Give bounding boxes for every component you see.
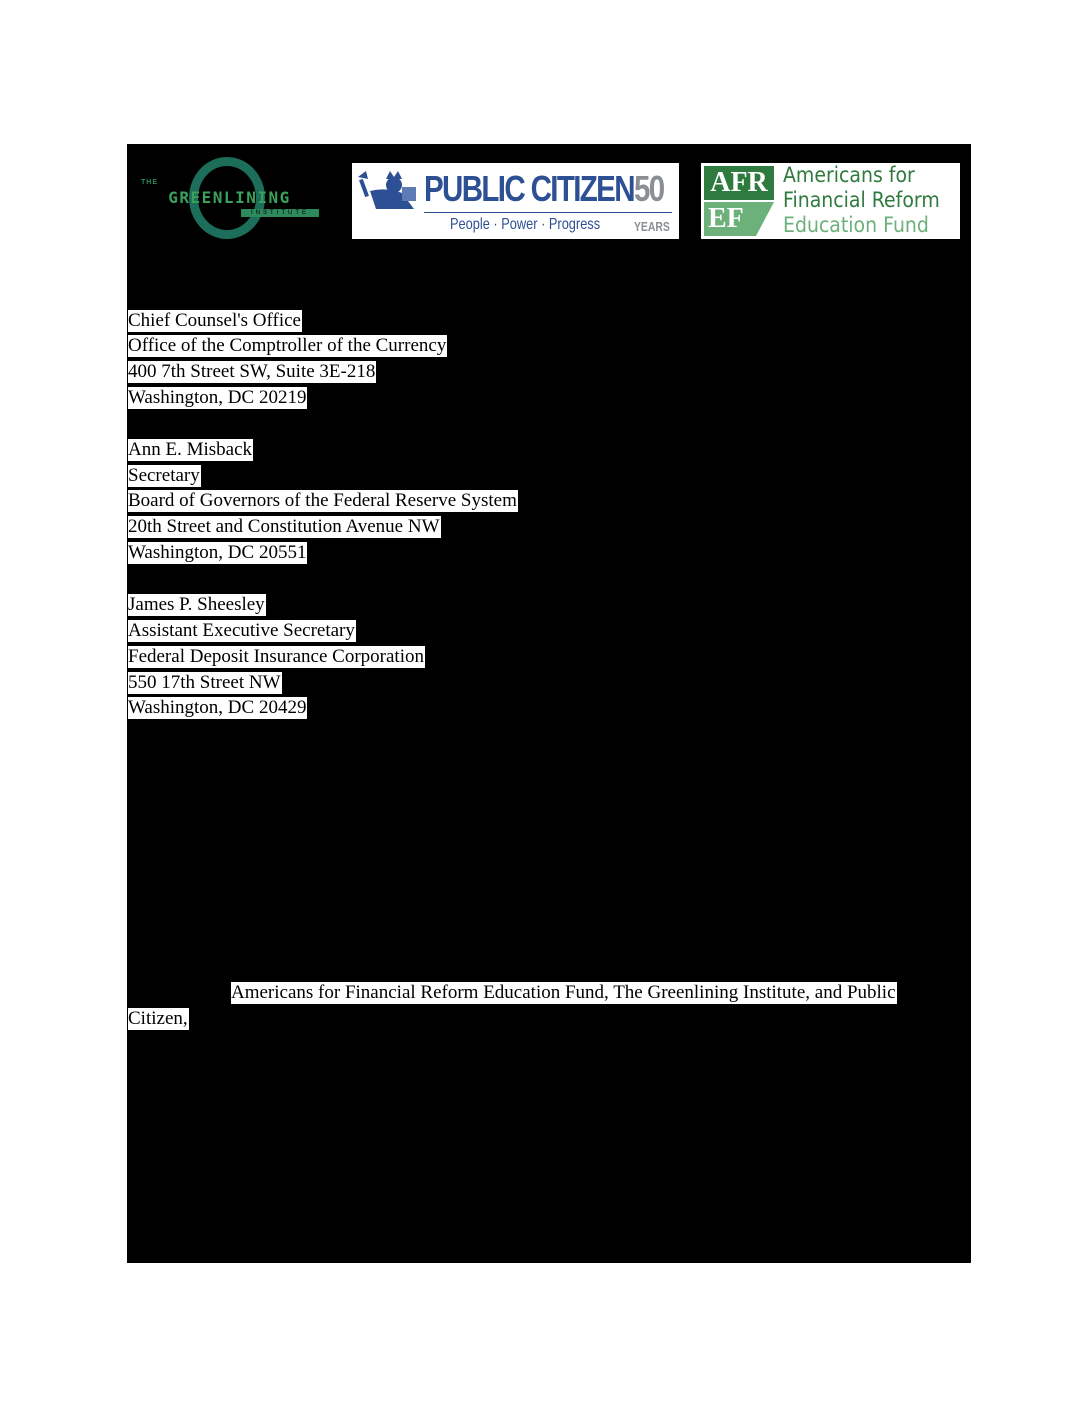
- afr-line1: Americans for: [783, 163, 915, 187]
- afr-line2: Financial Reform: [783, 188, 940, 212]
- address-line: Board of Governors of the Federal Reserve System: [128, 490, 517, 511]
- public-citizen-rule: [424, 212, 672, 213]
- address-line: Washington, DC 20429: [128, 697, 307, 718]
- afr-wordmark: [783, 163, 940, 238]
- address-line: Ann E. Misback: [128, 439, 253, 460]
- public-citizen-name: PUBLIC CITIZEN: [424, 168, 634, 209]
- afr-line3: Education Fund: [783, 213, 929, 237]
- address-line: Assistant Executive Secretary: [128, 620, 355, 641]
- greenlining-logo: [137, 155, 322, 247]
- address-line: Federal Deposit Insurance Corporation: [128, 646, 424, 667]
- afr-logo: [701, 163, 960, 239]
- address-line: 550 17th Street NW: [128, 672, 281, 693]
- greenlining-word: GREENLINING: [168, 188, 291, 207]
- greenlining-the: THE: [141, 179, 158, 186]
- address-line: Chief Counsel's Office: [128, 310, 301, 331]
- address-line: Secretary: [128, 465, 200, 486]
- public-citizen-logo: [352, 163, 679, 239]
- address-line: 400 7th Street SW, Suite 3E-218: [128, 361, 376, 382]
- address-line: Washington, DC 20219: [128, 387, 307, 408]
- body-line-2: Citizen,: [128, 1008, 188, 1029]
- afr-ef: EF: [708, 203, 744, 234]
- public-citizen-tagline: People · Power · Progress: [450, 216, 601, 233]
- address-line: 20th Street and Constitution Avenue NW: [128, 516, 440, 537]
- address-line: Washington, DC 20551: [128, 542, 307, 563]
- address-line: James P. Sheesley: [128, 594, 265, 615]
- public-citizen-years: YEARS: [634, 219, 670, 234]
- body-line-1: Americans for Financial Reform Education Fund, The Greenlining Institute, and Public: [231, 982, 896, 1003]
- statue-of-liberty-icon: [356, 169, 420, 209]
- address-line: Office of the Comptroller of the Currency: [128, 335, 447, 356]
- afr-top-mark: AFR: [704, 166, 774, 200]
- greenlining-institute: INSTITUTE: [241, 209, 319, 217]
- public-citizen-number: 50: [634, 168, 664, 209]
- afr-bottom-mark: [704, 202, 774, 236]
